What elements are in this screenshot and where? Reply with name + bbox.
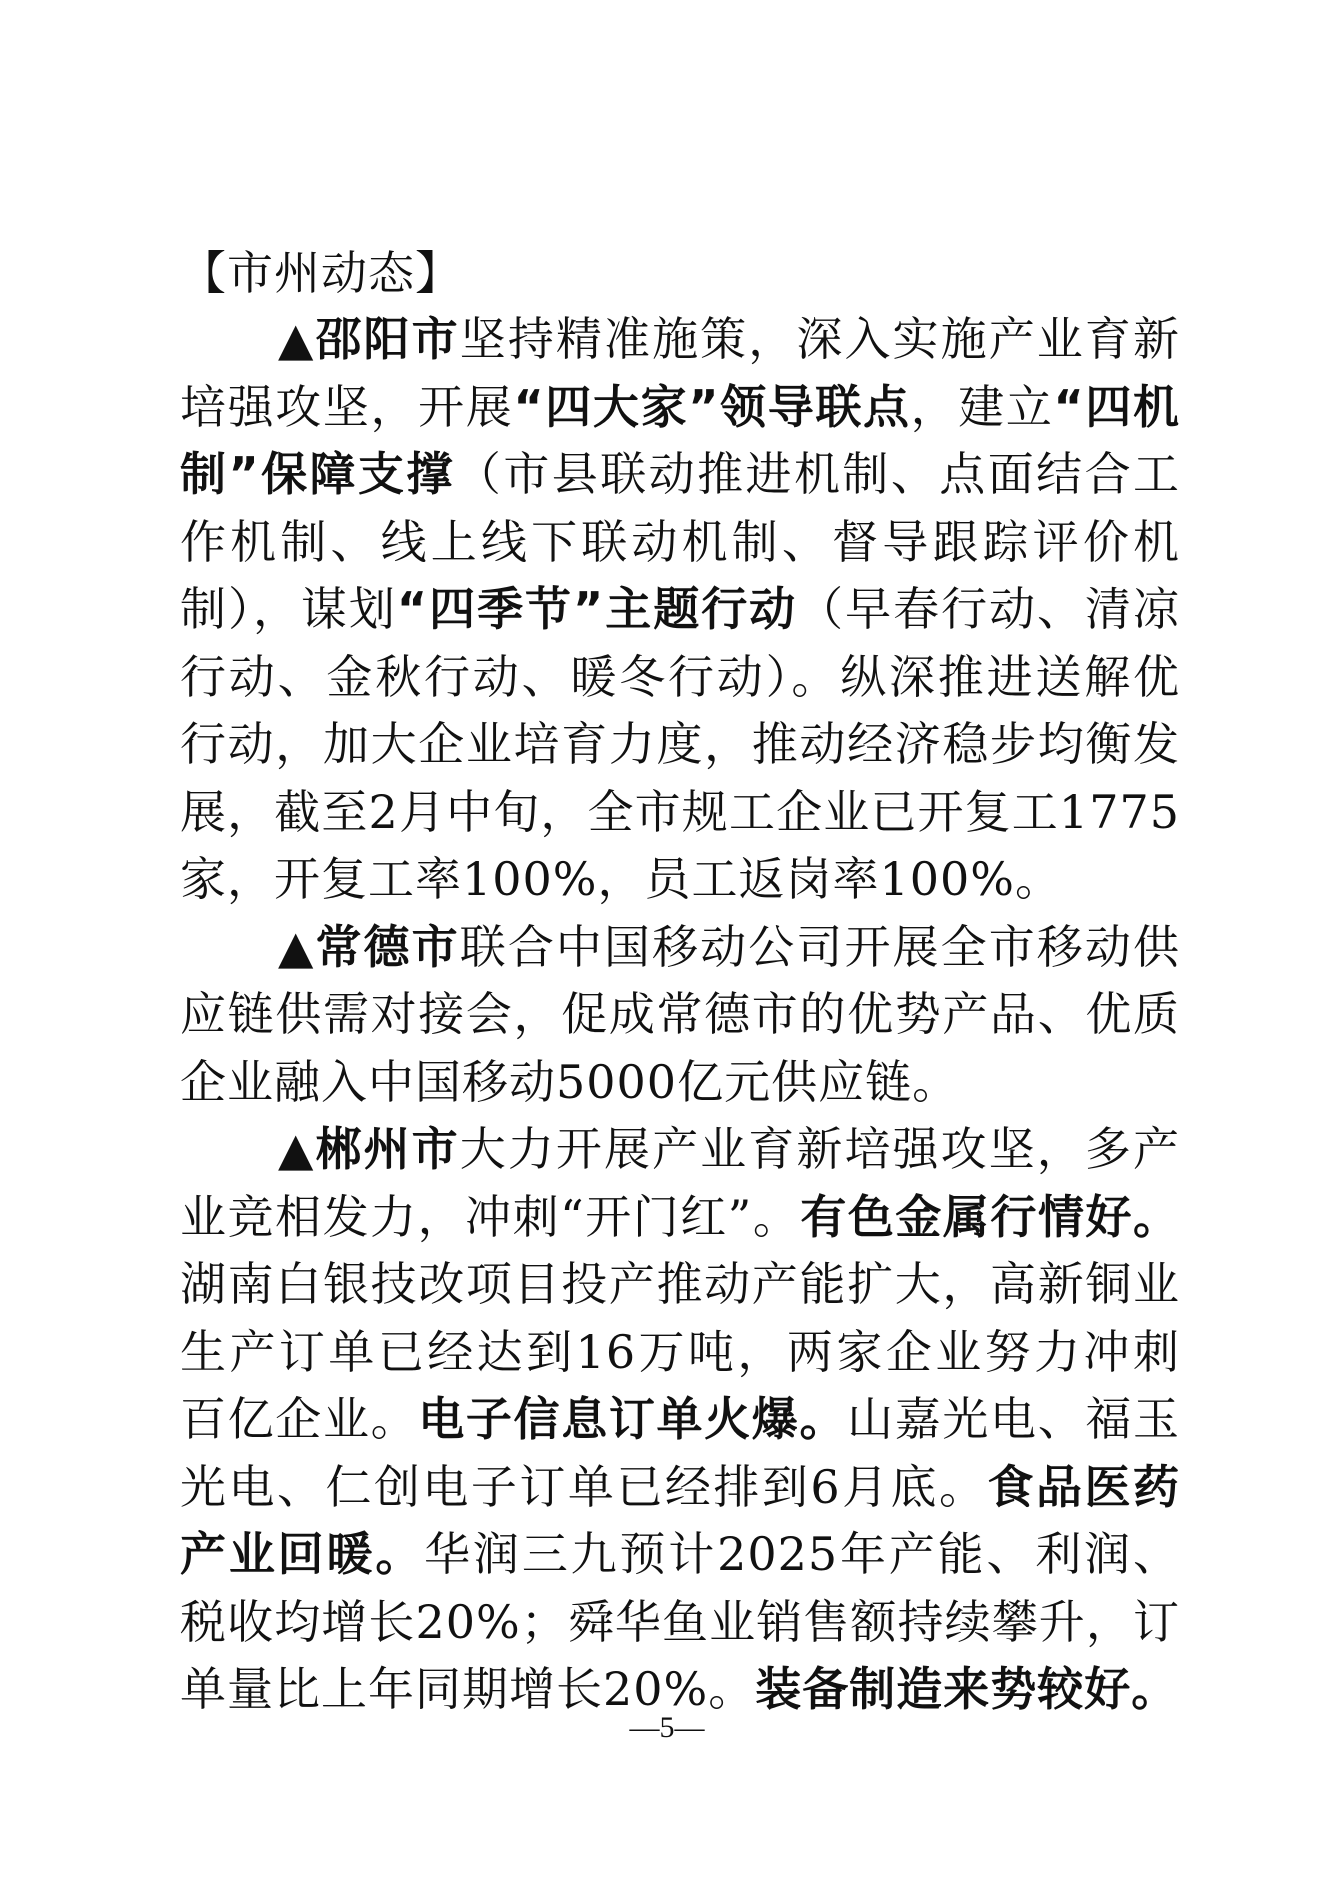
text-segment: ，建立 (910, 379, 1054, 434)
text-segment: 湖南白银技改项目投产推动产能扩大，高新铜业生产订单已经达到16万吨，两家企业努力冲刺百亿企业。 (180, 1257, 1180, 1446)
text-segment: 山嘉光电、福玉光电、仁创电子订单已经排到6月底。 (180, 1392, 1181, 1514)
bold-phrase: 有色金属行情好。 (800, 1189, 1180, 1244)
page-number: —5— (629, 1711, 705, 1744)
text-segment: 联合中国移动公司开展全市移动供应链供需对接会，促成常德市的优势产品、优质企业融入中国移动5000亿元供应链。 (180, 919, 1180, 1109)
city-heading-shaoyang: ▲邵阳市 (278, 312, 460, 366)
paragraph-shaoyang (180, 306, 1180, 914)
bold-phrase: “四机制”保障支撑 (180, 379, 1181, 501)
bold-phrase: 装备制造来势较好。 (755, 1662, 1179, 1716)
city-heading-chenzhou: ▲郴州市 (278, 1122, 460, 1176)
paragraph-chenzhou (180, 1116, 1180, 1724)
text-segment: 大力开展产业育新培强攻坚，多产业竞相发力，冲刺“开门红”。 (180, 1122, 1180, 1244)
paragraph-changde (180, 914, 1180, 1117)
text-segment: 华润三九预计2025年产能、利润、税收均增长20%；舜华鱼业销售额持续攀升，订单量比上年同期增长20%。 (180, 1527, 1180, 1716)
bold-phrase: 食品医药产业回暖。 (180, 1459, 1180, 1581)
section-title: 【市州动态】 (180, 246, 462, 300)
text-segment: （早春行动、清凉行动、金秋行动、暖冬行动）。纵深推进送解优行动，加大企业培育力度，推动经济稳步均衡发展，截至2月中旬，全市规工企业已开复工1775家，开复工率100%，员工返岗率100%。 (180, 582, 1181, 906)
article-body (180, 306, 1180, 1724)
text-segment: （市县联动推进机制、点面结合工作机制、线上线下联动机制、督导跟踪评价机制），谋划 (180, 447, 1181, 636)
bold-phrase: 电子信息订单火爆。 (418, 1392, 848, 1446)
bold-phrase: “四大家”领导联点 (513, 379, 911, 434)
bold-phrase: “四季节”主题行动 (396, 582, 798, 636)
text-segment: 坚持精准施策，深入实施产业育新培强攻坚，开展 (180, 312, 1180, 434)
city-heading-changde: ▲常德市 (278, 919, 460, 974)
